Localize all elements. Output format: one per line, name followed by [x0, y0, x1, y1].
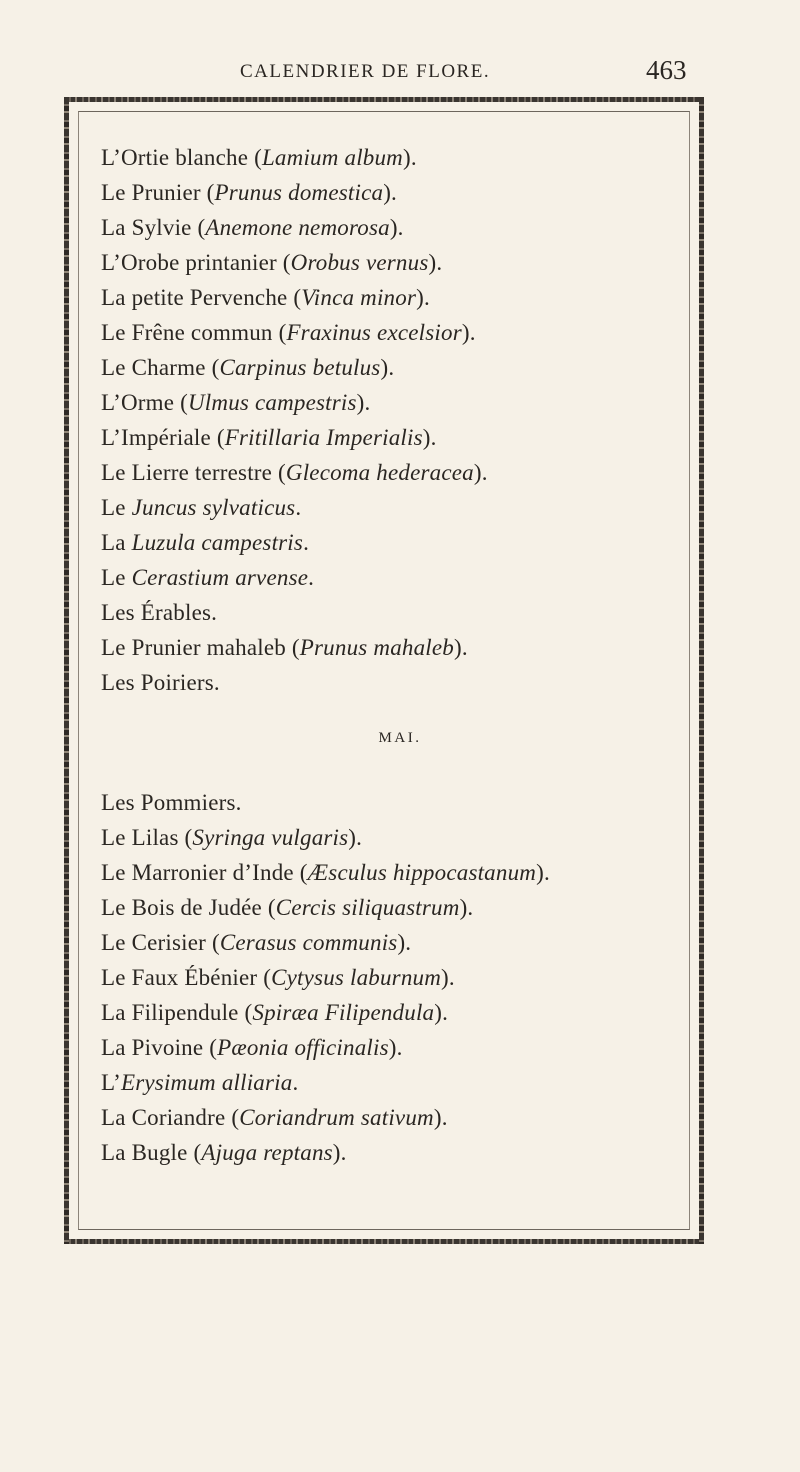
latin-name: Fraxinus excelsior — [286, 320, 462, 345]
plant-entry — [101, 595, 488, 630]
entry-punctuation: ). — [422, 425, 437, 450]
entry-punctuation: ). — [403, 145, 417, 170]
entry-punctuation: ). — [356, 390, 371, 415]
entry-punctuation: ). — [536, 860, 550, 885]
latin-name: Erysimum alliaria — [121, 1070, 293, 1095]
latin-name: Cerastium arvense — [131, 565, 309, 590]
entry-punctuation: . — [303, 530, 310, 555]
common-name: Le Faux Ébénier ( — [101, 965, 272, 990]
common-name: Le Charme ( — [101, 355, 220, 380]
common-name: Le Bois de Judée ( — [101, 895, 276, 920]
plant-entry — [101, 995, 550, 1030]
entry-punctuation: . — [308, 565, 315, 590]
entry-punctuation: ). — [454, 635, 468, 660]
common-name: Les Érables. — [101, 600, 218, 625]
latin-name: Carpinus betulus — [219, 355, 381, 380]
common-name: L’Orobe printanier ( — [101, 250, 291, 275]
running-head — [0, 55, 800, 95]
entry-punctuation: ). — [332, 1140, 347, 1165]
plant-entry — [101, 855, 550, 890]
latin-name: Vinca minor — [301, 285, 417, 310]
common-name: La Coriandre ( — [101, 1105, 240, 1130]
common-name: Les Pommiers. — [101, 790, 242, 815]
plant-entry — [101, 820, 550, 855]
plant-entry — [101, 1030, 550, 1065]
entry-punctuation: ). — [389, 215, 404, 240]
plant-entry — [101, 420, 488, 455]
plant-entry — [101, 210, 488, 245]
common-name: La Filipendule ( — [101, 1000, 253, 1025]
plant-entry — [101, 280, 488, 315]
plant-entry — [101, 490, 488, 525]
entry-punctuation: ). — [383, 180, 398, 205]
common-name: Le Lilas ( — [101, 825, 193, 850]
plant-entry — [101, 350, 488, 385]
entry-punctuation: ). — [348, 825, 363, 850]
common-name: L’Ortie blanche ( — [101, 145, 262, 170]
common-name: Les Poiriers. — [101, 670, 220, 695]
common-name: Le — [101, 565, 132, 590]
latin-name: Spiræa Filipendula — [252, 1000, 435, 1025]
latin-name: Cerasus communis — [219, 930, 398, 955]
plant-entry — [101, 630, 488, 665]
latin-name: Æsculus hippocastanum — [307, 860, 537, 885]
common-name: La Pivoine ( — [101, 1035, 218, 1060]
entry-punctuation: ). — [441, 965, 455, 990]
running-title: CALENDRIER DE FLORE. — [240, 61, 491, 82]
latin-name: Anemone nemorosa — [205, 215, 390, 240]
plant-entry — [101, 525, 488, 560]
latin-name: Cercis siliquastrum — [275, 895, 460, 920]
common-name: Le Marronier d’Inde ( — [101, 860, 308, 885]
entry-punctuation: ). — [433, 1105, 448, 1130]
common-name: L’ — [101, 1070, 121, 1095]
latin-name: Cytysus laburnum — [271, 965, 442, 990]
latin-name: Fritillaria Imperialis — [224, 425, 423, 450]
common-name: L’Impériale ( — [101, 425, 225, 450]
common-name: Le Frêne commun ( — [101, 320, 287, 345]
latin-name: Prunus mahaleb — [299, 635, 454, 660]
common-name: La petite Pervenche ( — [101, 285, 302, 310]
plant-entry — [101, 175, 488, 210]
entry-punctuation: . — [292, 1070, 299, 1095]
plant-entry — [101, 665, 488, 700]
latin-name: Prunus domestica — [214, 180, 384, 205]
entry-punctuation: ). — [473, 460, 488, 485]
plant-entry — [101, 925, 550, 960]
latin-name: Orobus vernus — [290, 250, 429, 275]
plant-entry — [101, 1065, 550, 1100]
section-heading-mai: MAI. — [378, 730, 422, 746]
plant-entry — [101, 960, 550, 995]
entry-punctuation: ). — [428, 250, 443, 275]
entry-punctuation: ). — [397, 930, 412, 955]
entry-punctuation: ). — [434, 1000, 449, 1025]
plant-entry — [101, 1100, 550, 1135]
plant-entry — [101, 385, 488, 420]
plant-entry — [101, 1135, 550, 1170]
latin-name: Ajuga reptans — [201, 1140, 333, 1165]
entry-punctuation: ). — [459, 895, 474, 920]
entry-punctuation: ). — [416, 285, 430, 310]
common-name: Le Lierre terrestre ( — [101, 460, 286, 485]
latin-name: Juncus sylvaticus — [131, 495, 296, 520]
plant-entry — [101, 245, 488, 280]
latin-name: Ulmus campestris — [187, 390, 357, 415]
latin-name: Luzula campestris — [131, 530, 304, 555]
frame-border-right — [699, 97, 704, 1244]
entry-punctuation: ). — [461, 320, 476, 345]
plant-entry — [101, 785, 550, 820]
entry-punctuation: . — [295, 495, 302, 520]
latin-name: Pæonia officinalis — [217, 1035, 389, 1060]
latin-name: Lamium album — [261, 145, 403, 170]
latin-name: Coriandrum sativum — [239, 1105, 434, 1130]
plant-entry — [101, 140, 488, 175]
entry-punctuation: ). — [388, 1035, 403, 1060]
april-plant-list — [101, 140, 488, 700]
entry-punctuation: ). — [380, 355, 395, 380]
common-name: Le Prunier mahaleb ( — [101, 635, 300, 660]
common-name: Le Prunier ( — [101, 180, 215, 205]
latin-name: Syringa vulgaris — [192, 825, 349, 850]
common-name: Le Cerisier ( — [101, 930, 220, 955]
common-name: La Sylvie ( — [101, 215, 206, 240]
may-plant-list — [101, 785, 550, 1170]
plant-entry — [101, 455, 488, 490]
latin-name: Glecoma hederacea — [285, 460, 474, 485]
common-name: La Bugle ( — [101, 1140, 202, 1165]
common-name: La — [101, 530, 132, 555]
plant-entry — [101, 315, 488, 350]
plant-entry — [101, 890, 550, 925]
plant-entry — [101, 560, 488, 595]
frame-border-top — [64, 97, 704, 102]
page-number: 463 — [646, 55, 687, 85]
common-name: Le — [101, 495, 132, 520]
frame-border-left — [64, 97, 69, 1244]
frame-border-bottom — [64, 1239, 704, 1244]
common-name: L’Orme ( — [101, 390, 188, 415]
